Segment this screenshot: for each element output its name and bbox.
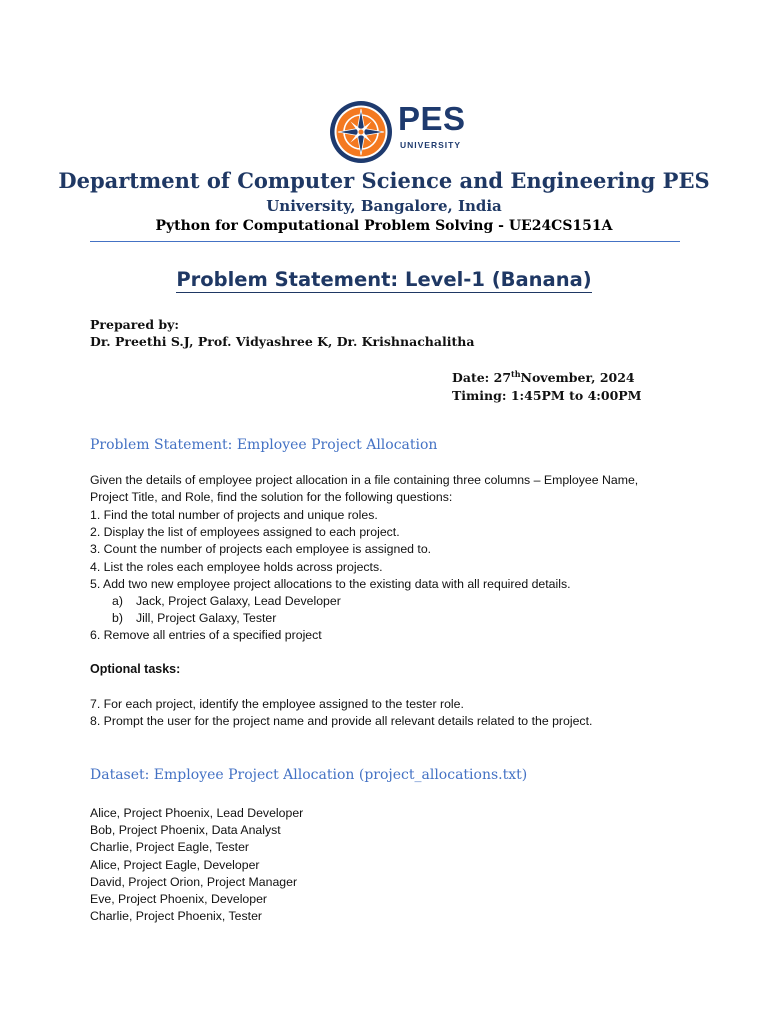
dataset-row: Alice, Project Phoenix, Lead Developer [90,806,304,820]
list-item: 4. List the roles each employee holds across projects. [90,559,383,574]
intro-line: Given the details of employee project allocation in a file containing three columns – Employee Name, [90,473,639,487]
compass-emblem-icon [328,99,394,165]
intro-line: Project Title, and Role, find the solution for the following questions: [90,490,453,505]
list-item: 1. Find the total number of projects and unique roles. [90,508,378,522]
logo-subtitle: UNIVERSITY [400,140,462,150]
page-title-text: Problem Statement: Level-1 (Banana) [176,268,592,291]
timing-line: Timing: 1:45PM to 4:00PM [452,388,642,403]
course-title: Python for Computational Problem Solving - UE24CS151A [155,218,613,234]
date-suffix: th [511,369,521,379]
sub-item-text: Jill, Project Galaxy, Tester [136,611,277,626]
optional-tasks-heading: Optional tasks: [90,662,181,676]
task-list [90,507,571,645]
dataset-row: Alice, Project Eagle, Developer [90,857,260,872]
page-title [0,268,768,291]
department-line-2: University, Bangalore, India [266,197,502,215]
dataset-heading: Dataset: Employee Project Allocation (project_allocations.txt) [90,767,528,783]
list-item: 6. Remove all entries of a specified project [90,628,322,643]
list-item: 8. Prompt the user for the project name and provide all relevant details related to the project. [90,714,593,729]
sub-list-item [90,593,571,610]
list-item: 3. Count the number of projects each employee is assigned to. [90,542,432,557]
list-item: 2. Display the list of employees assigned to each project. [90,525,400,540]
date-line [452,369,635,385]
list-item: 5. Add two new employee project allocations to the existing data with all required details. [90,576,571,591]
dataset-row: Bob, Project Phoenix, Data Analyst [90,823,281,838]
prepared-by-label: Prepared by: [90,317,180,332]
sub-item-label: a) [112,594,123,609]
date-rest: November, 2024 [520,370,635,386]
sub-list-item [90,610,571,627]
list-item: 7. For each project, identify the employee assigned to the tester role. [90,697,464,711]
dataset-row: David, Project Orion, Project Manager [90,874,298,889]
dataset-row: Charlie, Project Eagle, Tester [90,840,250,855]
logo-wordmark: PES [398,100,466,137]
date-prefix: Date: 27 [452,370,512,386]
problem-heading: Problem Statement: Employee Project Allocation [90,437,438,453]
pes-university-logo [328,97,473,167]
dataset-rows [90,805,303,925]
prepared-by-names: Dr. Preethi S.J, Prof. Vidyashree K, Dr. Krishnachalitha [90,334,475,349]
dataset-row: Charlie, Project Phoenix, Tester [90,909,263,924]
dataset-row: Eve, Project Phoenix, Developer [90,892,268,907]
department-line-1: Department of Computer Science and Engineering PES [58,168,710,193]
header-divider [90,241,680,242]
sub-item-label: b) [112,611,123,626]
problem-intro [90,472,690,506]
sub-item-text: Jack, Project Galaxy, Lead Developer [136,594,341,609]
optional-task-list [90,696,592,730]
